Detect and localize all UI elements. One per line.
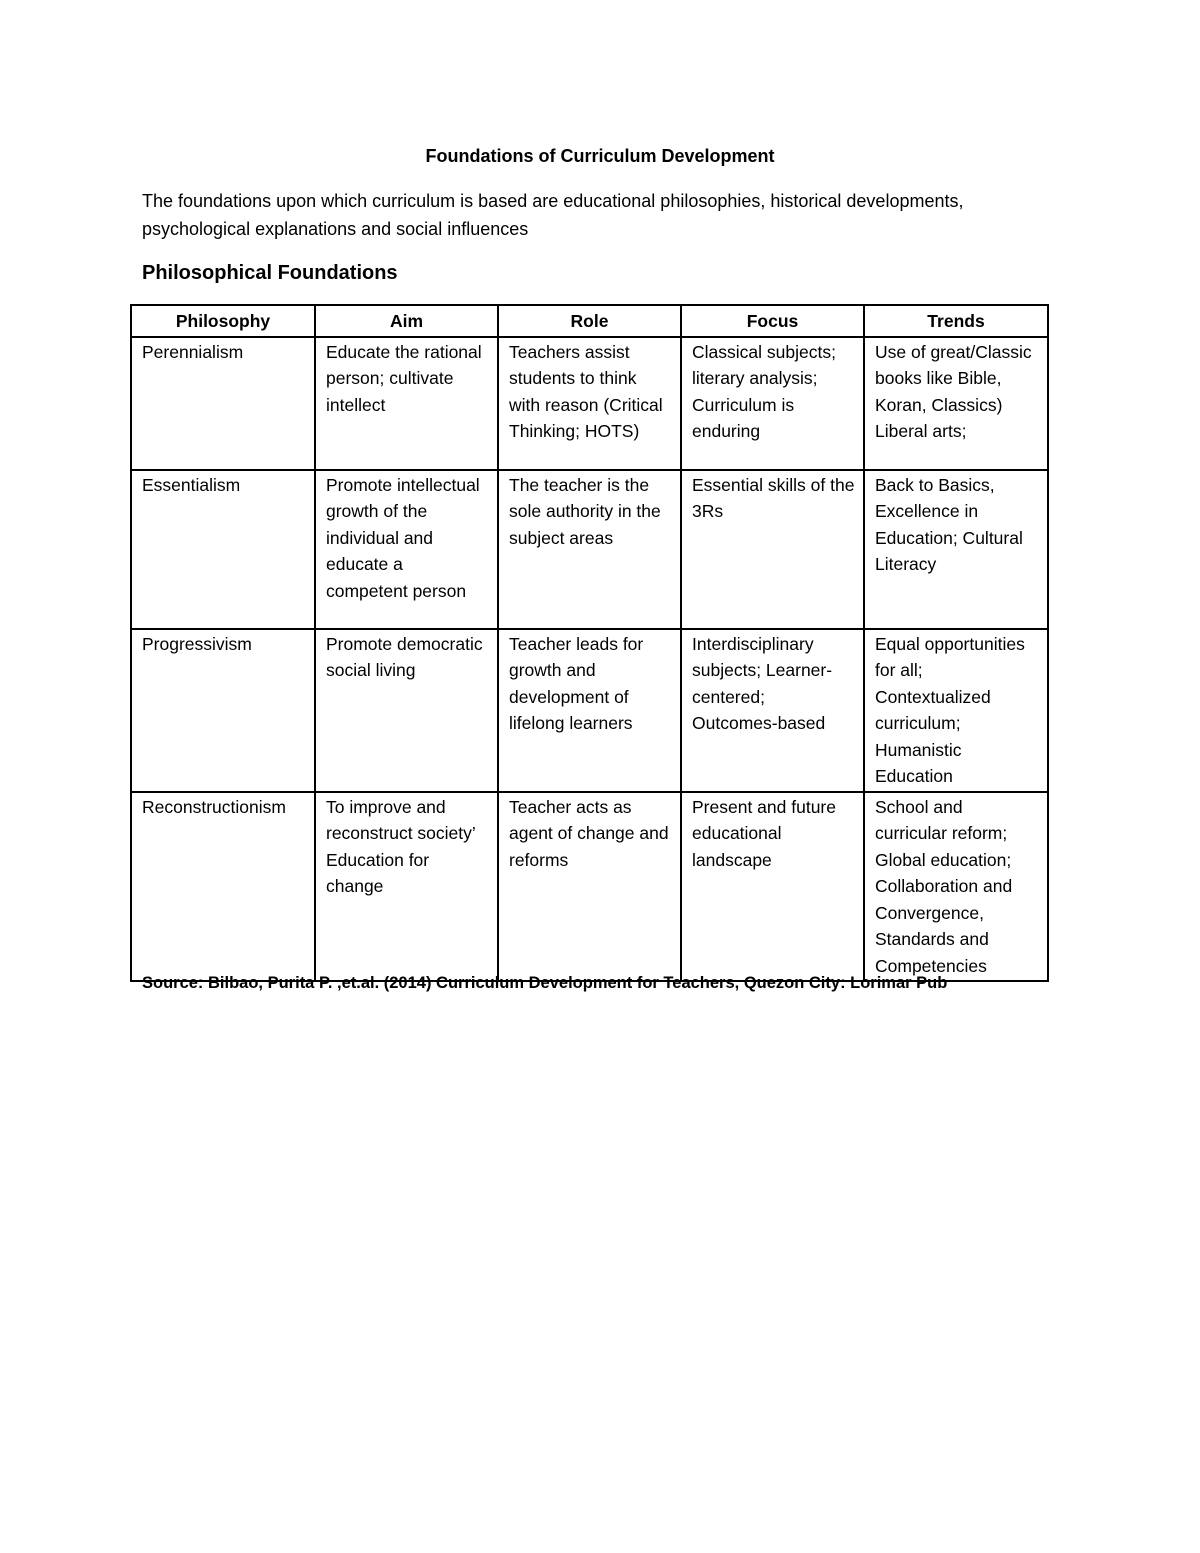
header-philosophy: Philosophy (131, 305, 315, 337)
table-row (131, 792, 1048, 982)
cell-focus: Classical subjects; literary analysis; Curriculum is enduring (681, 337, 864, 470)
cell-aim: To improve and reconstruct society’ Education for change (315, 792, 498, 982)
cell-focus: Interdisciplinary subjects; Learner-centered; Outcomes-based (681, 629, 864, 792)
table-row (131, 629, 1048, 792)
cell-aim: Promote intellectual growth of the individual and educate a competent person (315, 470, 498, 629)
header-trends: Trends (864, 305, 1048, 337)
header-role: Role (498, 305, 681, 337)
header-focus: Focus (681, 305, 864, 337)
cell-role: Teachers assist students to think with reason (Critical Thinking; HOTS) (498, 337, 681, 470)
cell-focus: Present and future educational landscape (681, 792, 864, 982)
cell-aim: Educate the rational person; cultivate intellect (315, 337, 498, 470)
cell-role: The teacher is the sole authority in the subject areas (498, 470, 681, 629)
cell-focus: Essential skills of the 3Rs (681, 470, 864, 629)
cell-role: Teacher leads for growth and development of lifelong learners (498, 629, 681, 792)
intro-paragraph: The foundations upon which curriculum is based are educational philosophies, historical developments, psychological explanations and social influences (142, 191, 964, 239)
header-aim: Aim (315, 305, 498, 337)
table-row (131, 337, 1048, 470)
cell-role: Teacher acts as agent of change and reforms (498, 792, 681, 982)
cell-trends: Equal opportunities for all; Contextualized curriculum; Humanistic Education (864, 629, 1048, 792)
cell-aim: Promote democratic social living (315, 629, 498, 792)
cell-philosophy: Progressivism (131, 629, 315, 792)
table-row (131, 470, 1048, 629)
document-title: Foundations of Curriculum Development (425, 146, 775, 166)
section-heading: Philosophical Foundations (142, 262, 398, 284)
cell-philosophy: Reconstructionism (131, 792, 315, 982)
cell-trends: Use of great/Classic books like Bible, Koran, Classics) Liberal arts; (864, 337, 1048, 470)
source-citation: Source: Bilbao, Purita P. ,et.al. (2014) Curriculum Development for Teachers, Quezon City: Lorimar Pub (142, 974, 948, 992)
cell-philosophy: Essentialism (131, 470, 315, 629)
table-header-row (131, 305, 1048, 337)
philosophy-table (130, 304, 1049, 982)
cell-trends: School and curricular reform; Global education; Collaboration and Convergence, Standards and Competencies (864, 792, 1048, 982)
cell-trends: Back to Basics, Excellence in Education; Cultural Literacy (864, 470, 1048, 629)
cell-philosophy: Perennialism (131, 337, 315, 470)
